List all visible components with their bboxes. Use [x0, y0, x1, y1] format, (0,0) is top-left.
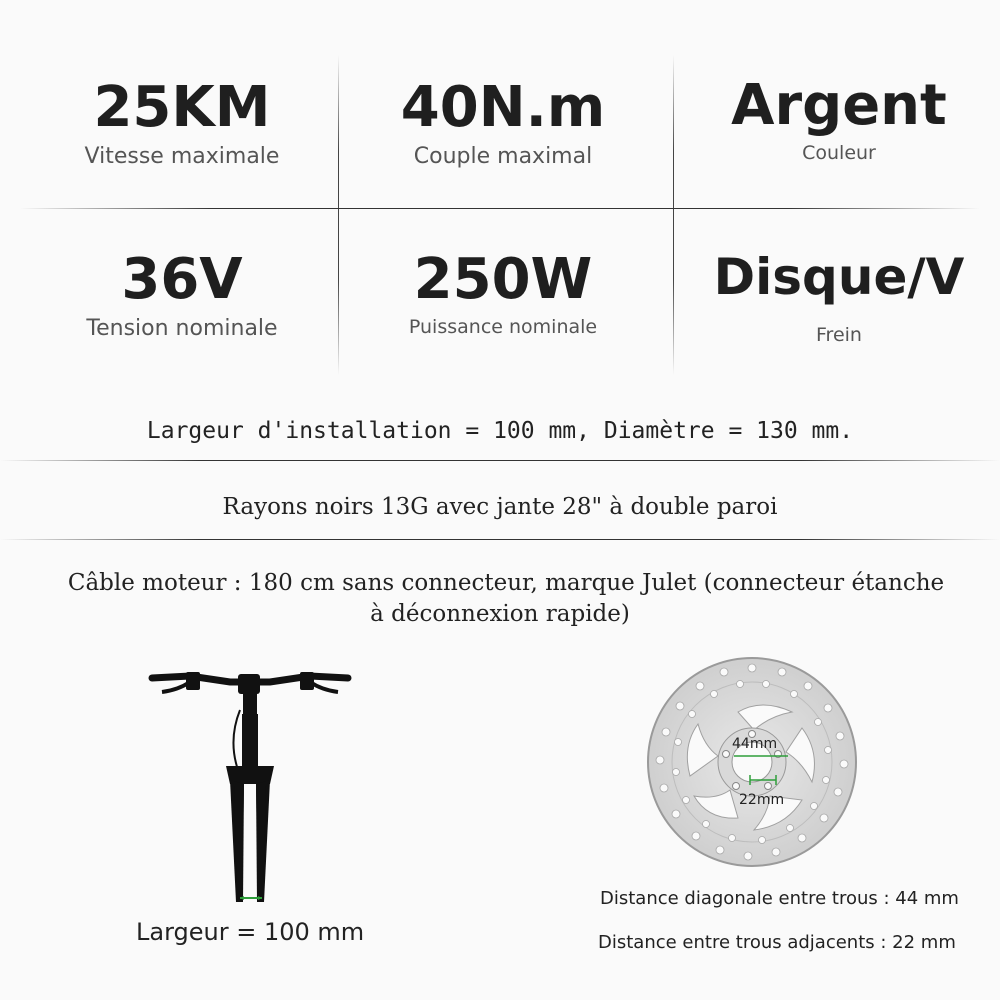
spec-value: 250W — [413, 247, 593, 312]
spec-label: Frein — [816, 324, 862, 346]
fork-illustration — [140, 660, 360, 910]
install-width-text: Largeur d'installation = 100 mm, Diamètre = 130 mm. — [146, 418, 854, 444]
spec-label: Couleur — [802, 142, 876, 164]
spec-label: Tension nominale — [86, 316, 278, 341]
grid-divider — [673, 55, 674, 375]
spec-color — [672, 73, 1000, 165]
rotor-caption-adjacent: Distance entre trous adjacents : 22 mm — [598, 932, 956, 953]
cable-text-line-1: Câble moteur : 180 cm sans connecteur, marque Julet (connecteur étanche — [67, 570, 945, 596]
spec-brake — [672, 248, 1000, 347]
spec-max-torque — [336, 75, 670, 170]
rotor-caption-diagonal: Distance diagonale entre trous : 44 mm — [600, 888, 959, 909]
spec-max-speed — [15, 75, 349, 170]
spec-power — [336, 247, 670, 339]
row-divider — [0, 539, 1000, 540]
fork-caption: Largeur = 100 mm — [136, 918, 365, 946]
spec-value: 40N.m — [400, 75, 606, 140]
spec-label: Vitesse maximale — [84, 144, 280, 169]
brake-rotor-illustration — [642, 650, 862, 875]
spec-voltage — [15, 247, 349, 342]
spec-value: Argent — [731, 73, 947, 138]
row-divider — [0, 460, 1000, 461]
spec-value: 25KM — [93, 75, 271, 140]
grid-divider — [20, 208, 980, 209]
rotor-label-44mm: 44mm — [732, 736, 778, 752]
cable-text-line-2: à déconnexion rapide) — [370, 601, 630, 627]
spokes-text: Rayons noirs 13G avec jante 28" à double paroi — [222, 494, 778, 520]
grid-divider — [338, 55, 339, 375]
spec-value: 36V — [121, 247, 243, 312]
spec-value: Disque/V — [713, 248, 965, 306]
spec-label: Puissance nominale — [408, 316, 598, 338]
spec-label: Couple maximal — [413, 144, 593, 169]
rotor-label-22mm: 22mm — [739, 792, 785, 808]
